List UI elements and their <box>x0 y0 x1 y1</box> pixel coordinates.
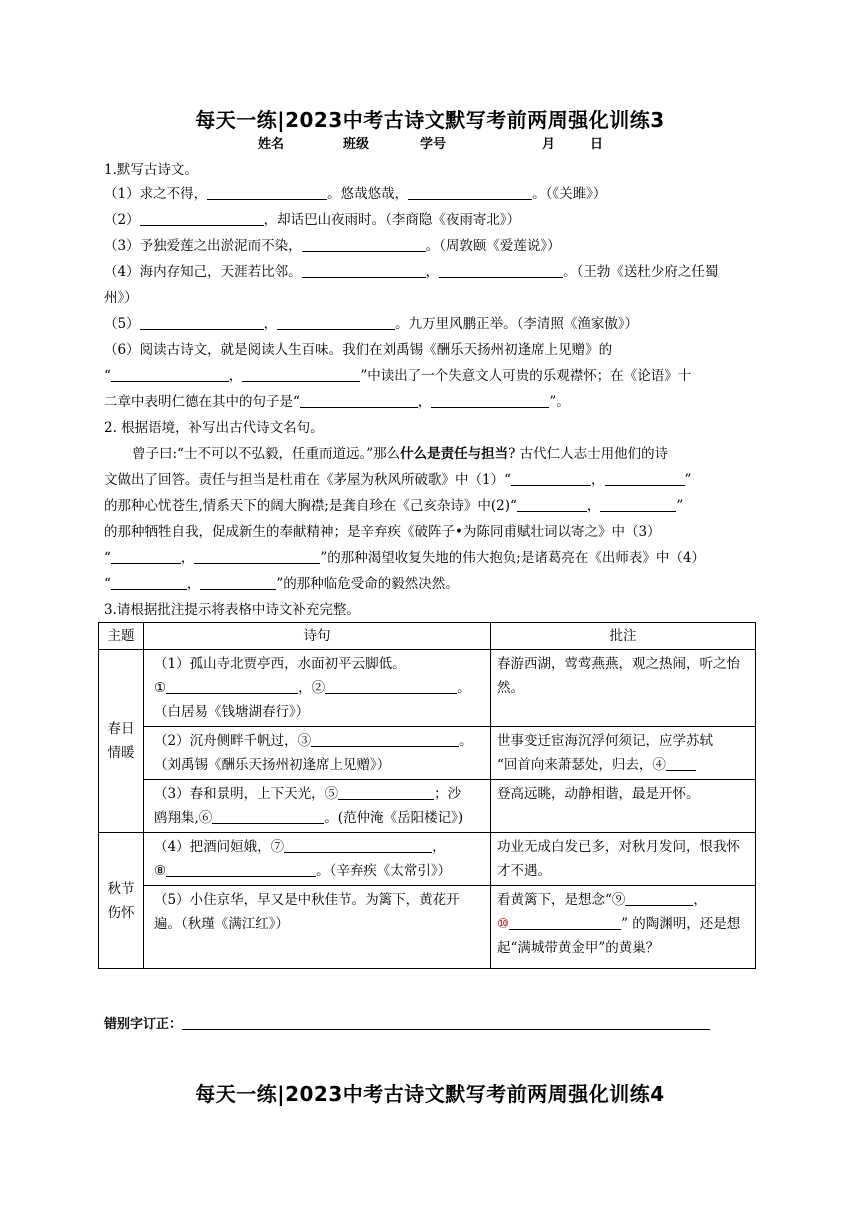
typo-correction-blank[interactable] <box>182 1015 710 1030</box>
passage-line-2: 文做出了回答。责任与担当是杜甫在《茅屋为秋风所破歌》中（1）“ ， ” <box>104 472 692 488</box>
table-row <box>99 727 756 780</box>
note-cell: 看黄篱下，是想念“⑨ ， ⑩ ” 的陶渊明，还是想起“满城带黄金甲”的黄巢？ <box>491 886 756 969</box>
worksheet-title: 每天一练|2023中考古诗文默写考前两周强化训练3 <box>195 108 665 132</box>
question-1-6-cont2: 二章中表明仁德在其中的句子是“ ， ”。 <box>104 394 570 410</box>
answer-blank[interactable] <box>431 393 549 408</box>
answer-blank[interactable] <box>111 367 229 382</box>
poem-cell: （4）把酒问姮娥，⑦ ， ⑧ 。（辛弃疾《太常引》） <box>144 833 491 886</box>
header-theme: 主题 <box>99 623 144 650</box>
answer-blank[interactable] <box>300 393 418 408</box>
answer-blank[interactable] <box>277 315 395 330</box>
answer-blank[interactable] <box>439 263 563 278</box>
question-1-6: （6）阅读古诗文，就是阅读人生百味。我们在刘禹锡《酬乐天扬州初逢席上见赠》的 <box>104 342 613 358</box>
question-1-4: （4）海内存知己，天涯若比邻。 ， 。（王勃《送杜少府之任蜀 <box>104 264 719 280</box>
section2-heading: 2. 根据语境，补写出古代诗文名句。 <box>104 420 324 436</box>
answer-blank[interactable] <box>625 891 693 906</box>
theme-autumn: 秋节伤怀 <box>99 833 144 969</box>
table-row <box>99 780 756 833</box>
note-cell: 世事变迁宦海沉浮何须记，应学苏轼 “回首向来萧瑟处，归去，④ <box>491 727 756 780</box>
bold-keyword: 什么是责任与担当 <box>400 446 509 462</box>
section3-heading: 3.请根据批注提示将表格中诗文补充完整。 <box>104 602 360 618</box>
circled-number-ten: ⑩ <box>497 916 510 932</box>
answer-blank[interactable] <box>325 679 457 694</box>
table-row <box>99 650 756 727</box>
question-1-2: （2） ，却话巴山夜雨时。（李商隐《夜雨寄北》） <box>104 212 521 228</box>
question-1-4-cont: 州》） <box>104 290 138 306</box>
answer-blank[interactable] <box>302 237 426 252</box>
answer-blank[interactable] <box>166 862 316 877</box>
answer-blank[interactable] <box>511 471 591 486</box>
answer-blank[interactable] <box>207 185 327 200</box>
poem-cell: （2）沉舟侧畔千帆过，③ 。 （刘禹锡《酬乐天扬州初逢席上见赠》） <box>144 727 491 780</box>
answer-blank[interactable] <box>140 211 264 226</box>
question-1-5: （5） ， 。九万里风鹏正举。（李清照《渔家傲》） <box>104 316 639 332</box>
next-worksheet-title: 每天一练|2023中考古诗文默写考前两周强化训练4 <box>195 1082 665 1106</box>
section1-heading: 1.默写古诗文。 <box>104 162 198 178</box>
month-label: 月 <box>542 137 556 152</box>
table-row <box>99 886 756 969</box>
passage-line-3: 的那种心忧苍生,情系天下的阔大胸襟;是龚自珍在《己亥杂诗》中(2)“ ， ” <box>104 498 684 514</box>
question-1-1: （1）求之不得， 。悠哉悠哉， 。（《关雎》） <box>104 186 607 202</box>
answer-blank[interactable] <box>666 756 696 771</box>
header-note: 批注 <box>491 623 756 650</box>
answer-blank[interactable] <box>517 497 587 512</box>
answer-blank[interactable] <box>338 785 434 800</box>
answer-blank[interactable] <box>200 575 276 590</box>
theme-spring: 春日情暖 <box>99 650 144 833</box>
poem-cell: （3）春和景明，上下天光，⑤ ；沙 鸥翔集,⑥ 。(范仲淹《岳阳楼记》) <box>144 780 491 833</box>
answer-blank[interactable] <box>284 838 432 853</box>
poem-cell: （1）孤山寺北贾亭西，水面初平云脚低。 ① ，② 。 （白居易《钱塘湖春行》） <box>144 650 491 727</box>
table-row <box>99 833 756 886</box>
student-id-label: 学号 <box>420 137 447 152</box>
answer-blank[interactable] <box>302 263 426 278</box>
note-cell: 春游西湖，莺莺燕燕，观之热闹，听之怡然。 <box>491 650 756 727</box>
passage-line-5: “ ， ”的那种渴望收复失地的伟大抱负;是诸葛亮在《出师表》中（4） <box>104 550 705 566</box>
answer-blank[interactable] <box>242 367 360 382</box>
question-1-6-cont: “ ， ”中读出了一个失意文人可贵的乐观襟怀；在《论语》十 <box>104 368 692 384</box>
answer-blank[interactable] <box>111 549 181 564</box>
passage-line-1: 曾子曰:“士不可以不弘毅，任重而道远。”那么什么是责任与担当? 古代仁人志士用他们的诗 <box>132 446 669 462</box>
note-cell: 登高远眺，动静相谐，最是开怀。 <box>491 780 756 833</box>
name-label: 姓名 <box>258 137 285 152</box>
typo-correction <box>104 1013 710 1032</box>
answer-blank[interactable] <box>194 549 320 564</box>
answer-blank[interactable] <box>509 915 621 930</box>
table-header-row <box>99 623 756 650</box>
poem-cell: （5）小住京华，早又是中秋佳节。为篱下，黄花开遍。（秋瑾《满江红》） <box>144 886 491 969</box>
answer-blank[interactable] <box>600 497 676 512</box>
header-poem: 诗句 <box>144 623 491 650</box>
passage-line-4: 的那种牺牲自我，促成新生的奉献精神；是辛弃疾《破阵子•为陈同甫赋壮词以寄之》中（3） <box>104 524 661 540</box>
typo-correction-label: 错别字订正： <box>104 1017 183 1032</box>
passage-line-6: “ ， ”的那种临危受命的毅然决然。 <box>104 576 459 592</box>
answer-blank[interactable] <box>408 185 532 200</box>
answer-blank[interactable] <box>111 575 187 590</box>
day-label: 日 <box>590 137 604 152</box>
class-label: 班级 <box>343 137 370 152</box>
answer-blank[interactable] <box>605 471 685 486</box>
question-1-3: （3）予独爱莲之出淤泥而不染， 。（周敦颐《爱莲说》） <box>104 238 561 254</box>
answer-blank[interactable] <box>140 315 264 330</box>
answer-blank[interactable] <box>311 732 459 747</box>
answer-blank[interactable] <box>166 679 298 694</box>
answer-blank[interactable] <box>212 809 324 824</box>
poem-table <box>98 622 756 969</box>
note-cell: 功业无成白发已多，对秋月发问，恨我怀才不遇。 <box>491 833 756 886</box>
